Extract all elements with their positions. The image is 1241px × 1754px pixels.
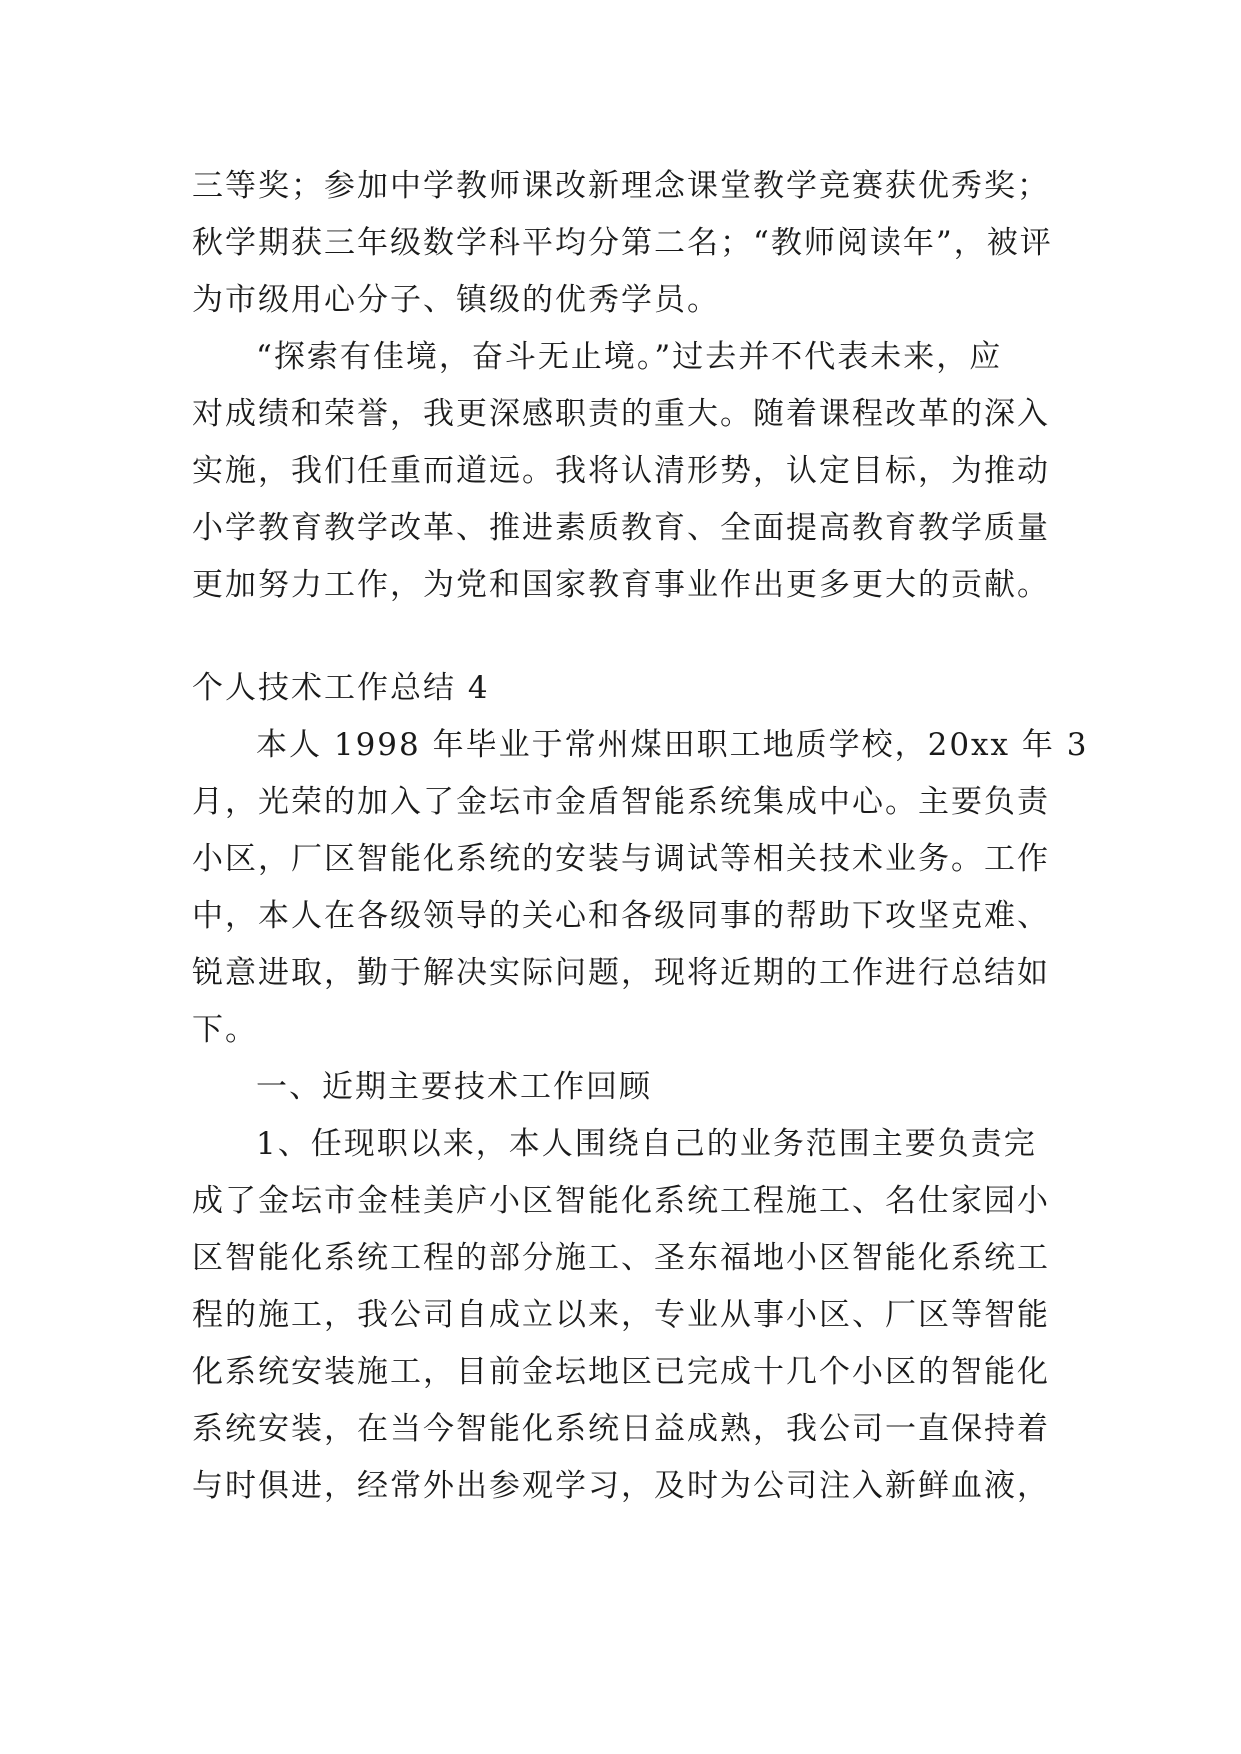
text-line: 区智能化系统工程的部分施工、圣东福地小区智能化系统工	[192, 1240, 1050, 1276]
paragraph-intro	[192, 717, 1089, 1059]
text-line: 锐意进取，勤于解决实际问题，现将近期的工作进行总结如	[192, 955, 1050, 991]
paragraph-review-1	[192, 1116, 1052, 1515]
section-heading: 个人技术工作总结 4	[192, 670, 490, 706]
text-line: 小学教育教学改革、推进素质教育、全面提高教育教学质量	[192, 510, 1050, 546]
text-line: 一、近期主要技术工作回顾	[256, 1069, 652, 1105]
text-line: 1、任现职以来，本人围绕自己的业务范围主要负责完	[256, 1126, 1037, 1162]
text-line: 实施，我们任重而道远。我将认清形势，认定目标，为推动	[192, 453, 1050, 489]
text-line: 本人 1998 年毕业于常州煤田职工地质学校，20xx 年 3	[256, 727, 1089, 763]
text-line: 为市级用心分子、镇级的优秀学员。	[192, 282, 720, 318]
section-gap	[192, 614, 1052, 660]
text-line: 化系统安装施工，目前金坛地区已完成十几个小区的智能化	[192, 1354, 1050, 1390]
text-line: 秋学期获三年级数学科平均分第二名；“教师阅读年”，被评	[192, 225, 1053, 261]
text-line: 更加努力工作，为党和国家教育事业作出更多更大的贡献。	[192, 567, 1050, 603]
subheading-review	[192, 1059, 1052, 1116]
text-line: 小区，厂区智能化系统的安装与调试等相关技术业务。工作	[192, 841, 1050, 877]
text-line: 对成绩和荣誉，我更深感职责的重大。随着课程改革的深入	[192, 396, 1050, 432]
paragraph-outlook	[192, 329, 1052, 614]
document-body	[192, 158, 1089, 1515]
text-line: 中，本人在各级领导的关心和各级同事的帮助下攻坚克难、	[192, 898, 1050, 934]
text-line: “探索有佳境，奋斗无止境。”过去并不代表未来，应	[256, 339, 1003, 375]
text-line: 与时俱进，经常外出参观学习，及时为公司注入新鲜血液，	[192, 1468, 1050, 1504]
text-line: 三等奖；参加中学教师课改新理念课堂教学竞赛获优秀奖；	[192, 168, 1050, 204]
text-line: 成了金坛市金桂美庐小区智能化系统工程施工、名仕家园小	[192, 1183, 1050, 1219]
paragraph-awards	[192, 158, 1052, 329]
text-line: 程的施工，我公司自成立以来，专业从事小区、厂区等智能	[192, 1297, 1050, 1333]
text-line: 月，光荣的加入了金坛市金盾智能系统集成中心。主要负责	[192, 784, 1050, 820]
text-line: 下。	[192, 1012, 258, 1048]
text-line: 系统安装，在当今智能化系统日益成熟，我公司一直保持着	[192, 1411, 1050, 1447]
